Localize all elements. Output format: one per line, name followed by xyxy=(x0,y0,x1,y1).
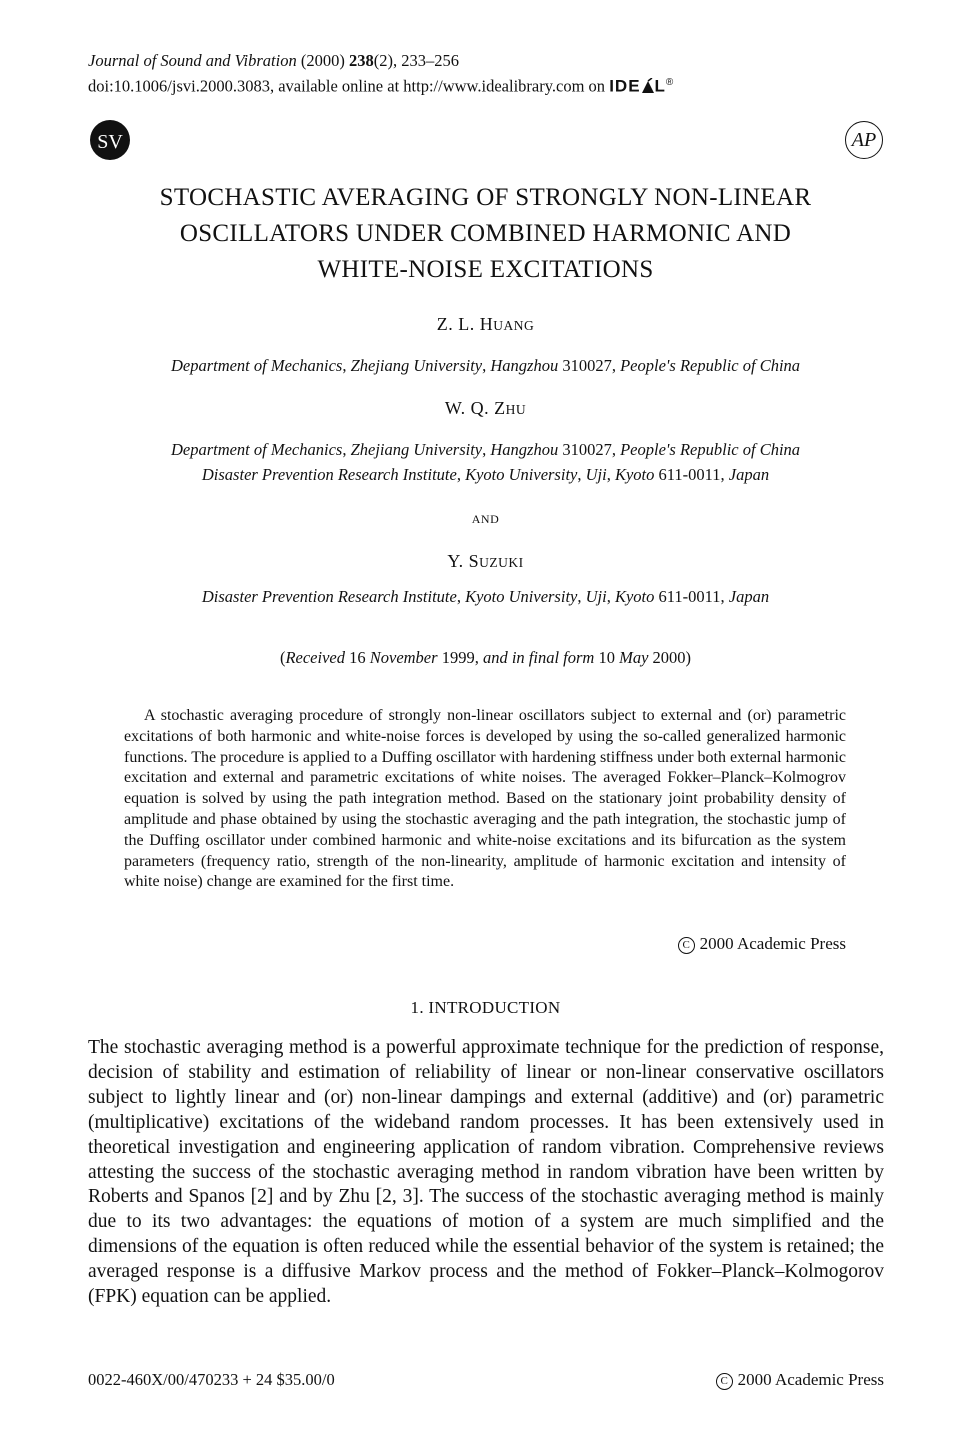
journal-issue-pages: (2), 233–256 xyxy=(373,51,459,70)
copyright-icon: C xyxy=(716,1373,733,1390)
footer-code: 0022-460X/00/470233 + 24 $35.00/0 xyxy=(88,1370,335,1389)
journal-header xyxy=(88,50,674,98)
ideal-logo-mark-icon xyxy=(641,78,655,94)
doi-text: doi:10.1006/jsvi.2000.3083, available online at http://www.idealibrary.com on xyxy=(88,76,606,96)
abstract-text: A stochastic averaging procedure of strongly non-linear oscillators subject to external and (or) parametric excitations of both harmonic and white-noise forces is developed by using the so-called generalized harmonic functions. The procedure is applied to a Duffing oscillator with hardening stiffness under both external harmonic excitation and external and parametric excitations of white noises. The averaged Fokker–Planck–Kolmogrov equation is solved by using the path integration method. Based on the stationary joint probability density of amplitude and phase obtained by using the stochastic averaging and the path integration, the stochastic jump of the Duffing oscillator under combined harmonic and white-noise excitations and its bifurcation as the system parameters (frequency ratio, strength of the non-linearity, amplitude of harmonic excitation and intensity of white noise) change are examined for the first time. xyxy=(124,707,846,891)
journal-volume: 238 xyxy=(348,51,374,70)
copyright-icon: C xyxy=(678,937,695,954)
author-name: Y. SUZUKI xyxy=(447,551,524,571)
received-dates: (Received 16 November 1999, and in final form 10 May 2000) xyxy=(279,648,692,667)
paper-title xyxy=(60,180,911,288)
title-line: STOCHASTIC AVERAGING OF STRONGLY NON-LINEAR xyxy=(159,184,812,211)
section-heading: 1. INTRODUCTION xyxy=(410,998,561,1017)
academic-press-logo: AP xyxy=(845,121,883,159)
footer-copyright: C 2000 Academic Press xyxy=(716,1370,884,1390)
journal-year: (2000) xyxy=(300,51,345,70)
author-separator: AND xyxy=(471,512,500,526)
title-line: WHITE-NOISE EXCITATIONS xyxy=(317,256,654,283)
author-affiliation: Department of Mechanics, Zhejiang University, Hangzhou 310027, People's Republic of China xyxy=(170,356,801,375)
abstract-copyright: C 2000 Academic Press xyxy=(124,934,846,954)
journal-name: Journal of Sound and Vibration xyxy=(88,51,297,70)
title-line: OSCILLATORS UNDER COMBINED HARMONIC AND xyxy=(179,220,792,247)
doi-line xyxy=(88,72,674,98)
body-paragraph: The stochastic averaging method is a powerful approximate technique for the prediction of response, decision of stability and estimation of reliability of linear or non-linear conservative oscillators subject to lightly linear and (or) non-linear dampings and external (additive) and (or) parametric (multiplicative) excitations of the wideband random processes. It has been extensively used in theoretical investigation and engineering application of random vibration. Comprehensive reviews attesting the success of the stochastic averaging method in random vibration have been written by Roberts and Spanos [2] and by Zhu [2, 3]. The success of the stochastic averaging method is mainly due to its two advantages: the equations of motion of a system are much simplified and the dimensions of the equation is often reduced while the essential behavior of the system is retained; the averaged response is a diffusive Markov process and the method of Fokker–Planck–Kolmogorov (FPK) equation can be applied. xyxy=(88,1037,884,1308)
author-affiliation: Department of Mechanics, Zhejiang University, Hangzhou 310027, People's Republic of China xyxy=(170,440,801,459)
author-name: W. Q. ZHU xyxy=(444,398,527,418)
journal-citation-line xyxy=(88,50,674,72)
author-affiliation: Disaster Prevention Research Institute, Kyoto University, Uji, Kyoto 611-0011, Japan xyxy=(201,587,770,606)
ideal-logo: IDE L® xyxy=(609,76,675,96)
sv-publisher-logo: SV xyxy=(90,120,130,160)
author-name: Z. L. HUANG xyxy=(436,314,535,334)
author-affiliation: Disaster Prevention Research Institute, Kyoto University, Uji, Kyoto 611-0011, Japan xyxy=(201,465,770,484)
